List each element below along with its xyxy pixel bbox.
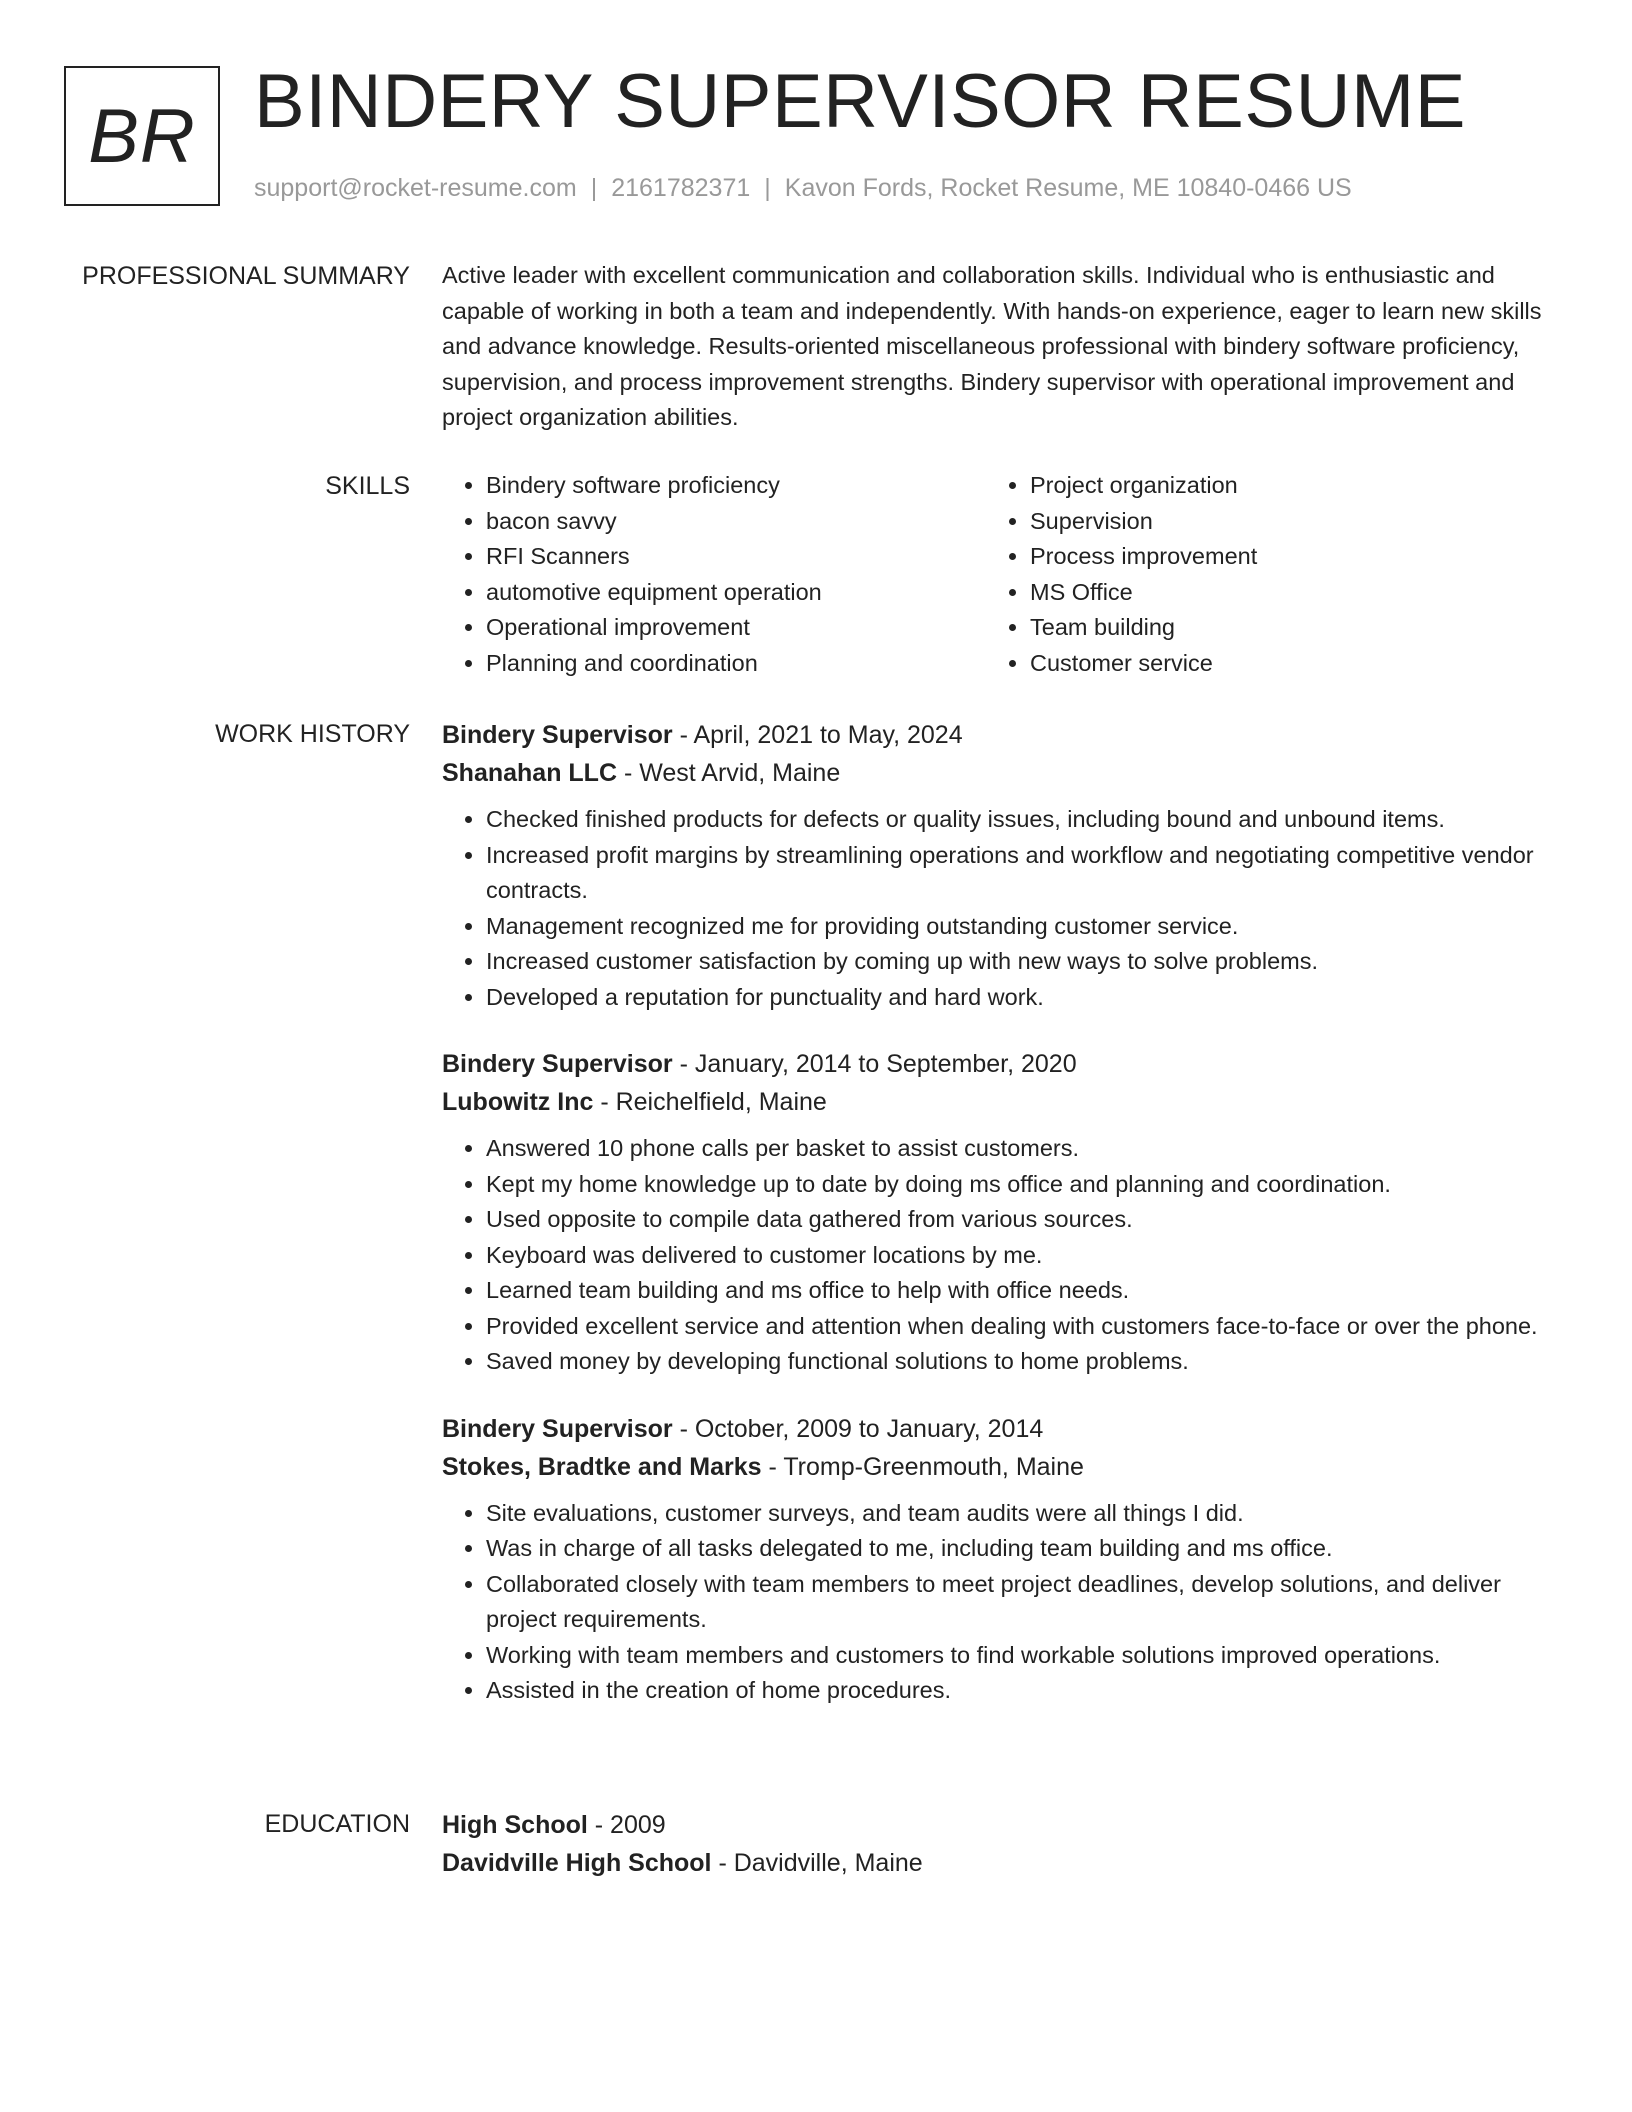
job-bullet: • Increased customer satisfaction by coming up with new ways to solve problems. — [486, 944, 1554, 980]
skill-item: • Customer service — [1030, 646, 1530, 682]
job-bullets — [442, 1496, 1554, 1709]
skill-item: • Project organization — [1030, 468, 1530, 504]
skill-item: • Supervision — [1030, 504, 1530, 540]
skill-item: • Operational improvement — [486, 610, 986, 646]
job-bullet: • Increased profit margins by streamlining operations and workflow and negotiating competitive vendor contracts. — [486, 838, 1554, 909]
job-bullet: • Management recognized me for providing outstanding customer service. — [486, 909, 1554, 945]
job-title-line — [442, 1045, 1554, 1083]
job-company: Shanahan LLC — [442, 759, 618, 787]
job-company: Lubowitz Inc — [442, 1088, 594, 1116]
education-degree: High School — [442, 1811, 588, 1839]
job-title-line — [442, 1410, 1554, 1448]
contact-address: Kavon Fords, Rocket Resume, ME 10840-0466 US — [784, 174, 1352, 202]
education-school: Davidville High School — [442, 1849, 712, 1877]
job-bullet: • Saved money by developing functional solutions to home problems. — [486, 1344, 1554, 1380]
summary-body — [442, 258, 1554, 436]
skill-item: • RFI Scanners — [486, 539, 986, 575]
skill-item: • Process improvement — [1030, 539, 1530, 575]
section-label-education: EDUCATION — [264, 1810, 410, 1838]
skill-item: • bacon savvy — [486, 504, 986, 540]
monogram: BR — [64, 66, 220, 206]
education-degree-line — [442, 1806, 1554, 1844]
job-title: Bindery Supervisor — [442, 721, 673, 749]
contact-separator: | — [764, 174, 771, 202]
contact-line — [254, 174, 1352, 203]
job-bullets — [442, 802, 1554, 1015]
job-bullet: • Developed a reputation for punctuality and hard work. — [486, 980, 1554, 1016]
job-dates: - January, 2014 to September, 2020 — [672, 1050, 1077, 1078]
job-title: Bindery Supervisor — [442, 1414, 673, 1443]
job-location: - Tromp-Greenmouth, Maine — [761, 1452, 1084, 1481]
job-title-line — [442, 716, 1554, 754]
summary-text: Active leader with excellent communication and collaboration skills. Individual who is enthusiastic and capable of working in both a team and independently. With hands-on experience, eager to learn new skills and advance knowledge. Results-oriented miscellaneous professional with bindery software proficiency, supervision, and process improvement strengths. Bindery supervisor with operational improvement and project organization abilities. — [442, 262, 1542, 430]
section-label-summary: PROFESSIONAL SUMMARY — [82, 262, 410, 290]
job-bullet: • Was in charge of all tasks delegated to me, including team building and ms office. — [486, 1531, 1554, 1567]
contact-separator: | — [590, 174, 598, 202]
job-company: Stokes, Bradtke and Marks — [442, 1452, 762, 1481]
education-school-line — [442, 1844, 1554, 1882]
job-entry — [442, 1045, 1554, 1380]
job-dates: - April, 2021 to May, 2024 — [672, 721, 963, 749]
skill-item: • Team building — [1030, 610, 1530, 646]
job-bullet: • Used opposite to compile data gathered from various sources. — [486, 1202, 1554, 1238]
skill-item: • Planning and coordination — [486, 646, 986, 682]
job-title: Bindery Supervisor — [442, 1050, 673, 1078]
job-location: - Reichelfield, Maine — [593, 1088, 827, 1116]
job-bullet: • Checked finished products for defects or quality issues, including bound and unbound items. — [486, 802, 1554, 838]
skill-item: • automotive equipment operation — [486, 575, 986, 611]
job-bullet: • Working with team members and customers to find workable solutions improved operations. — [486, 1638, 1554, 1674]
contact-phone: 2161782371 — [611, 174, 751, 202]
job-location: - West Arvid, Maine — [617, 759, 841, 787]
skills-list-left — [442, 468, 986, 681]
job-bullet: • Assisted in the creation of home procedures. — [486, 1673, 1554, 1709]
skill-item: • Bindery software proficiency — [486, 468, 986, 504]
section-label-skills: SKILLS — [325, 472, 410, 500]
job-company-line — [442, 1448, 1554, 1486]
job-bullet: • Site evaluations, customer surveys, and team audits were all things I did. — [486, 1496, 1554, 1532]
page-title: BINDERY SUPERVISOR RESUME — [254, 59, 1466, 144]
work-body — [442, 716, 1554, 1739]
skills-list-right — [986, 468, 1530, 681]
section-label-work: WORK HISTORY — [215, 720, 410, 748]
job-bullet: • Kept my home knowledge up to date by doing ms office and planning and coordination. — [486, 1167, 1554, 1203]
education-location: - Davidville, Maine — [711, 1849, 923, 1877]
contact-email: support@rocket-resume.com — [254, 174, 577, 202]
job-entry — [442, 716, 1554, 1015]
job-bullet: • Learned team building and ms office to help with office needs. — [486, 1273, 1554, 1309]
skill-item: • MS Office — [1030, 575, 1530, 611]
education-year: - 2009 — [587, 1811, 666, 1839]
job-entry — [442, 1410, 1554, 1709]
job-company-line — [442, 1083, 1554, 1121]
job-dates: - October, 2009 to January, 2014 — [672, 1414, 1044, 1443]
job-bullet: • Collaborated closely with team members to meet project deadlines, develop solutions, and deliver project requirements. — [486, 1567, 1554, 1638]
skills-body — [442, 468, 1554, 681]
job-bullet: • Keyboard was delivered to customer locations by me. — [486, 1238, 1554, 1274]
job-bullet: • Provided excellent service and attention when dealing with customers face-to-face or over the phone. — [486, 1309, 1554, 1345]
job-bullet: • Answered 10 phone calls per basket to assist customers. — [486, 1131, 1554, 1167]
education-body — [442, 1806, 1554, 1882]
job-bullets — [442, 1131, 1554, 1380]
job-company-line — [442, 754, 1554, 792]
